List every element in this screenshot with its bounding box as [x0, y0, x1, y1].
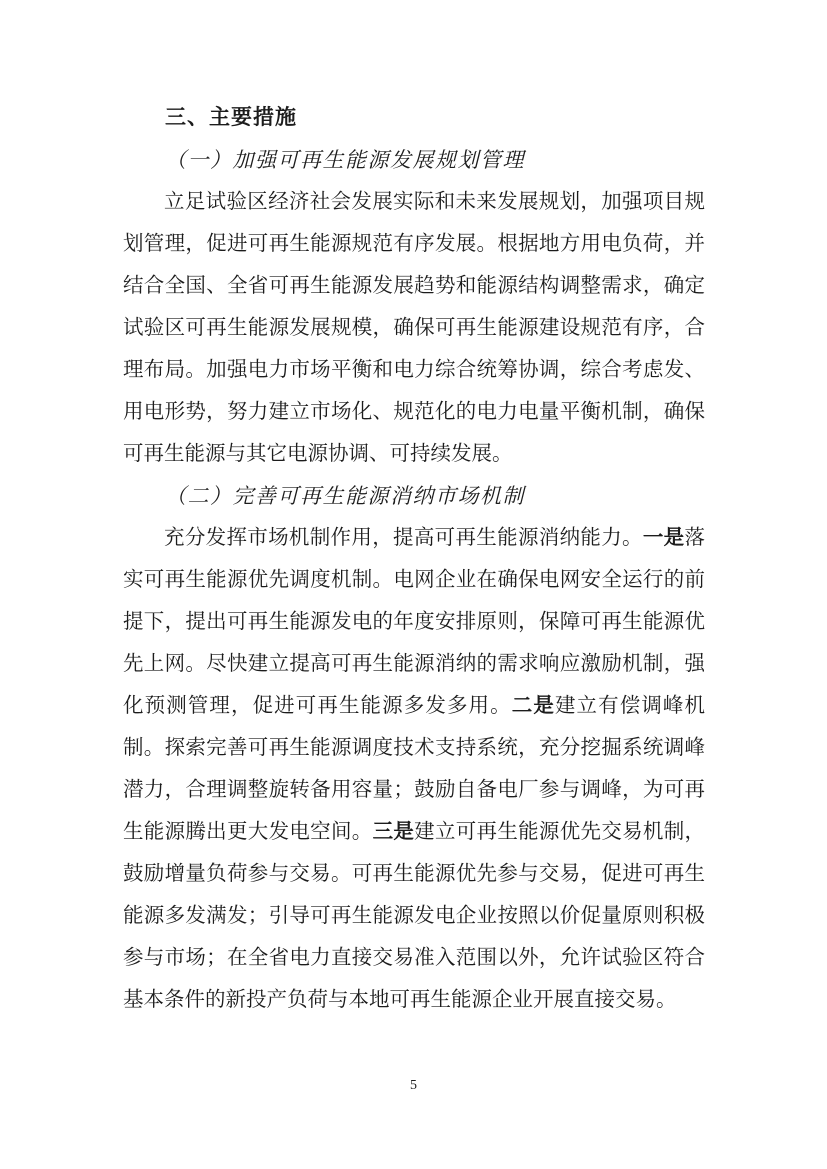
subsection-heading: （二）完善可再生能源消纳市场机制 [165, 484, 525, 508]
text-run: 建立有偿调峰机制。探索完善可再生能源调度技术支持系统，充分挖掘系统调峰潜力，合理调整旋转备用容量；鼓励自备电厂参与调峰，为可再生能源腾出更大发电空间。 [123, 695, 706, 843]
page-number: 5 [410, 1078, 417, 1093]
text-run: 建立可再生能源优先交易机制，鼓励增量负荷参与交易。可再生能源优先参与交易，促进可再生能源多发满发；引导可再生能源发电企业按照以价促量原则积极参与市场；在全省电力直接交易准入范围以外，允许试验区符合基本条件的新投产负荷与本地可再生能源企业开展直接交易。 [123, 821, 706, 1011]
text-run: 充分发挥市场机制作用，提高可再生能源消纳能力。 [164, 527, 643, 549]
paragraph [123, 517, 705, 1021]
section-heading: 三、主要措施 [165, 106, 297, 129]
emphasis-run: 三是 [372, 821, 415, 843]
subsection-heading: （一）加强可再生能源发展规划管理 [165, 148, 525, 172]
text-run: 落实可再生能源优先调度机制。电网企业在确保电网安全运行的前提下，提出可再生能源发电的年度安排原则，保障可再生能源优先上网。尽快建立提高可再生能源消纳的需求响应激励机制，强化预测管理，促进可再生能源多发多用。 [123, 527, 705, 717]
text-run: 立足试验区经济社会发展实际和未来发展规划，加强项目规划管理，促进可再生能源规范有序发展。根据地方用电负荷，并结合全国、全省可再生能源发展趋势和能源结构调整需求，确定试验区可再生能源发展规模，确保可再生能源建设规范有序，合理布局。加强电力市场平衡和电力综合统筹协调，综合考虑发、用电形势，努力建立市场化、规范化的电力电量平衡机制，确保可再生能源与其它电源协调、可持续发展。 [123, 191, 705, 465]
paragraph [123, 181, 705, 475]
emphasis-run: 一是 [642, 527, 685, 549]
document-body [123, 139, 705, 1021]
document-content [123, 97, 705, 1021]
emphasis-run: 二是 [511, 695, 555, 717]
